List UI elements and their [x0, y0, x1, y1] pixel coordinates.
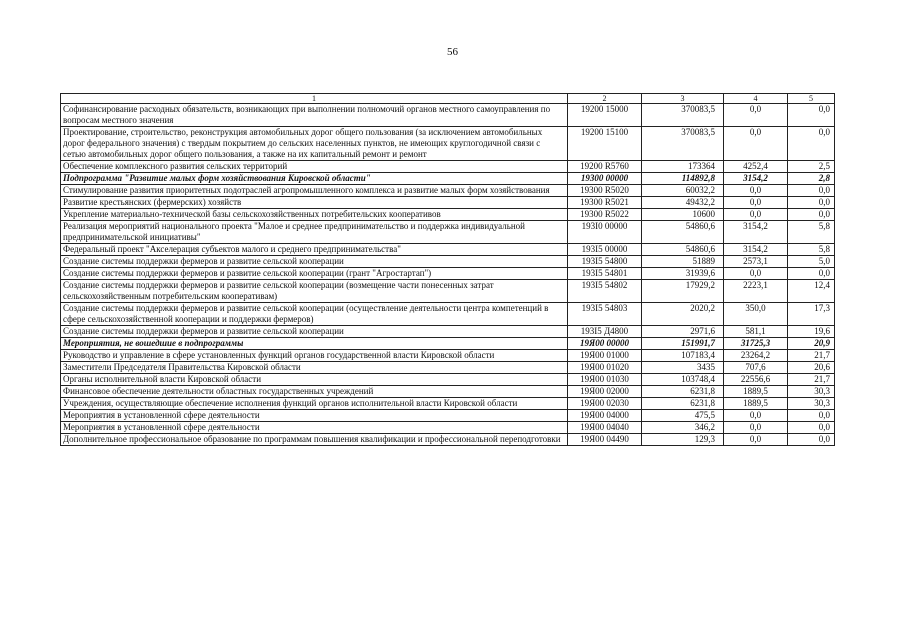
row-code-cell: 19200 R5760: [568, 161, 642, 173]
row-name-cell: Дополнительное профессиональное образование по программам повышения квалификации и профессиональной переподготовки: [61, 434, 568, 446]
table-row: [61, 362, 835, 374]
row-percent-cell: 12,4: [788, 280, 835, 303]
row-name-cell: Софинансирование расходных обязательств, возникающих при выполнении полномочий органов местного самоуправления по вопросам местного значения: [61, 104, 568, 127]
row-name-cell: Создание системы поддержки фермеров и развитие сельской кооперации: [61, 326, 568, 338]
row-value-cell: 129,3: [642, 434, 724, 446]
row-percent-cell: 30,3: [788, 398, 835, 410]
row-code-cell: 19Я00 04000: [568, 410, 642, 422]
row-value-cell: 107183,4: [642, 350, 724, 362]
row-value-cell: 3435: [642, 362, 724, 374]
table-row: [61, 268, 835, 280]
row-value-cell: 10600: [642, 209, 724, 221]
table-header-row: [61, 94, 835, 104]
row-code-cell: 19300 R5020: [568, 185, 642, 197]
row-name-cell: Руководство и управление в сфере установленных функций органов государственной власти Кировской области: [61, 350, 568, 362]
row-percent-cell: 0,0: [788, 185, 835, 197]
row-value-cell: 4252,4: [724, 161, 788, 173]
row-value-cell: 0,0: [724, 268, 788, 280]
row-code-cell: 19300 00000: [568, 173, 642, 185]
row-value-cell: 22556,6: [724, 374, 788, 386]
row-percent-cell: 19,6: [788, 326, 835, 338]
table-row: [61, 434, 835, 446]
row-value-cell: 2971,6: [642, 326, 724, 338]
row-value-cell: 114892,8: [642, 173, 724, 185]
row-percent-cell: 5,0: [788, 256, 835, 268]
row-name-cell: Мероприятия в установленной сфере деятельности: [61, 410, 568, 422]
row-value-cell: 0,0: [724, 127, 788, 161]
row-value-cell: 346,2: [642, 422, 724, 434]
row-value-cell: 23264,2: [724, 350, 788, 362]
row-name-cell: Мероприятия, не вошедшие в подпрограммы: [61, 338, 568, 350]
column-header-5: 5: [788, 94, 835, 104]
row-code-cell: 193I0 00000: [568, 221, 642, 244]
row-code-cell: 19200 15000: [568, 104, 642, 127]
row-value-cell: 370083,5: [642, 127, 724, 161]
row-name-cell: Подпрограмма "Развитие малых форм хозяйствования Кировской области": [61, 173, 568, 185]
row-value-cell: 60032,2: [642, 185, 724, 197]
row-percent-cell: 0,0: [788, 434, 835, 446]
table-body: [61, 104, 835, 446]
row-percent-cell: 0,0: [788, 410, 835, 422]
row-percent-cell: 20,9: [788, 338, 835, 350]
table-row: [61, 244, 835, 256]
row-name-cell: Заместители Председателя Правительства Кировской области: [61, 362, 568, 374]
row-value-cell: 3154,2: [724, 221, 788, 244]
row-name-cell: Создание системы поддержки фермеров и развитие сельской кооперации (возмещение части понесенных затрат сельскохозяйственным потребительским кооперативам): [61, 280, 568, 303]
row-value-cell: 0,0: [724, 197, 788, 209]
table-row: [61, 161, 835, 173]
row-name-cell: Укрепление материально-технической базы сельскохозяйственных потребительских кооперативов: [61, 209, 568, 221]
row-name-cell: Создание системы поддержки фермеров и развитие сельской кооперации (осуществление деятельности центра компетенций в сфере сельскохозяйственной кооперации и поддержки фермеров): [61, 303, 568, 326]
row-value-cell: 0,0: [724, 410, 788, 422]
row-code-cell: 19Я00 01020: [568, 362, 642, 374]
row-value-cell: 0,0: [724, 104, 788, 127]
row-value-cell: 51889: [642, 256, 724, 268]
row-percent-cell: 5,8: [788, 221, 835, 244]
row-value-cell: 3154,2: [724, 244, 788, 256]
row-code-cell: 193I5 54802: [568, 280, 642, 303]
row-value-cell: 173364: [642, 161, 724, 173]
row-value-cell: 6231,8: [642, 386, 724, 398]
column-header-1: 1: [61, 94, 568, 104]
column-header-3: 3: [642, 94, 724, 104]
row-percent-cell: 2,5: [788, 161, 835, 173]
row-value-cell: 17929,2: [642, 280, 724, 303]
row-name-cell: Учреждения, осуществляющие обеспечение исполнения функций органов исполнительной власти Кировской области: [61, 398, 568, 410]
row-percent-cell: 0,0: [788, 268, 835, 280]
row-code-cell: 19Я00 04490: [568, 434, 642, 446]
row-code-cell: 193I5 54801: [568, 268, 642, 280]
row-value-cell: 707,6: [724, 362, 788, 374]
row-percent-cell: 5,8: [788, 244, 835, 256]
table-row: [61, 350, 835, 362]
row-value-cell: 54860,6: [642, 244, 724, 256]
table-row: [61, 303, 835, 326]
table-row: [61, 410, 835, 422]
page-number: 56: [447, 46, 458, 58]
row-code-cell: 19300 R5022: [568, 209, 642, 221]
row-code-cell: 193I5 54800: [568, 256, 642, 268]
row-code-cell: 19Я00 01000: [568, 350, 642, 362]
row-code-cell: 19200 15100: [568, 127, 642, 161]
row-percent-cell: 0,0: [788, 104, 835, 127]
row-name-cell: Стимулирование развития приоритетных подотраслей агропромышленного комплекса и развитие малых форм хозяйствования: [61, 185, 568, 197]
table-row: [61, 374, 835, 386]
row-value-cell: 2020,2: [642, 303, 724, 326]
row-code-cell: 193I5 00000: [568, 244, 642, 256]
row-percent-cell: 0,0: [788, 209, 835, 221]
table-row: [61, 386, 835, 398]
row-code-cell: 19Я00 00000: [568, 338, 642, 350]
row-value-cell: 31939,6: [642, 268, 724, 280]
row-code-cell: 19300 R5021: [568, 197, 642, 209]
row-percent-cell: 0,0: [788, 197, 835, 209]
row-percent-cell: 21,7: [788, 350, 835, 362]
column-header-4: 4: [724, 94, 788, 104]
row-value-cell: 0,0: [724, 185, 788, 197]
row-value-cell: 581,1: [724, 326, 788, 338]
row-value-cell: 1889,5: [724, 386, 788, 398]
table-row: [61, 104, 835, 127]
table-row: [61, 209, 835, 221]
row-value-cell: 151991,7: [642, 338, 724, 350]
row-name-cell: Развитие крестьянских (фермерских) хозяйств: [61, 197, 568, 209]
table-row: [61, 173, 835, 185]
row-percent-cell: 17,3: [788, 303, 835, 326]
row-value-cell: 31725,3: [724, 338, 788, 350]
table-row: [61, 197, 835, 209]
table-row: [61, 422, 835, 434]
table-row: [61, 338, 835, 350]
row-value-cell: 0,0: [724, 209, 788, 221]
row-code-cell: 19Я00 02030: [568, 398, 642, 410]
table-row: [61, 280, 835, 303]
row-value-cell: 49432,2: [642, 197, 724, 209]
row-percent-cell: 21,7: [788, 374, 835, 386]
row-value-cell: 6231,8: [642, 398, 724, 410]
row-code-cell: 19Я00 01030: [568, 374, 642, 386]
row-value-cell: 103748,4: [642, 374, 724, 386]
row-value-cell: 3154,2: [724, 173, 788, 185]
row-name-cell: Мероприятия в установленной сфере деятельности: [61, 422, 568, 434]
row-name-cell: Реализация мероприятий национального проекта "Малое и среднее предпринимательство и поддержка индивидуальной предпринимательской инициативы": [61, 221, 568, 244]
row-value-cell: 350,0: [724, 303, 788, 326]
table-row: [61, 256, 835, 268]
table-row: [61, 221, 835, 244]
row-percent-cell: 0,0: [788, 127, 835, 161]
column-header-2: 2: [568, 94, 642, 104]
row-value-cell: 54860,6: [642, 221, 724, 244]
row-percent-cell: 30,3: [788, 386, 835, 398]
row-value-cell: 370083,5: [642, 104, 724, 127]
row-name-cell: Финансовое обеспечение деятельности областных государственных учреждений: [61, 386, 568, 398]
row-code-cell: 19Я00 04040: [568, 422, 642, 434]
row-value-cell: 475,5: [642, 410, 724, 422]
row-value-cell: 2223,1: [724, 280, 788, 303]
row-value-cell: 0,0: [724, 434, 788, 446]
row-code-cell: 19Я00 02000: [568, 386, 642, 398]
row-value-cell: 2573,1: [724, 256, 788, 268]
row-name-cell: Обеспечение комплексного развития сельских территорий: [61, 161, 568, 173]
row-name-cell: Создание системы поддержки фермеров и развитие сельской кооперации: [61, 256, 568, 268]
row-code-cell: 193I5 54803: [568, 303, 642, 326]
row-code-cell: 193I5 Д4800: [568, 326, 642, 338]
row-percent-cell: 2,8: [788, 173, 835, 185]
table-row: [61, 127, 835, 161]
table-row: [61, 326, 835, 338]
row-percent-cell: 0,0: [788, 422, 835, 434]
row-value-cell: 1889,5: [724, 398, 788, 410]
row-name-cell: Проектирование, строительство, реконструкция автомобильных дорог общего пользования (за исключением автомобильных дорог федерального значения) с твердым покрытием до сельских населенных пунктов, не имеющих круглогодичной связи с сетью автомобильных дорог общего пользования, а также на их капитальный ремонт и ремонт: [61, 127, 568, 161]
row-percent-cell: 20,6: [788, 362, 835, 374]
table-row: [61, 185, 835, 197]
row-name-cell: Федеральный проект "Акселерация субъектов малого и среднего предпринимательства": [61, 244, 568, 256]
budget-table: [60, 93, 835, 446]
row-value-cell: 0,0: [724, 422, 788, 434]
row-name-cell: Создание системы поддержки фермеров и развитие сельской кооперации (грант "Агростартап"): [61, 268, 568, 280]
row-name-cell: Органы исполнительной власти Кировской области: [61, 374, 568, 386]
table-row: [61, 398, 835, 410]
